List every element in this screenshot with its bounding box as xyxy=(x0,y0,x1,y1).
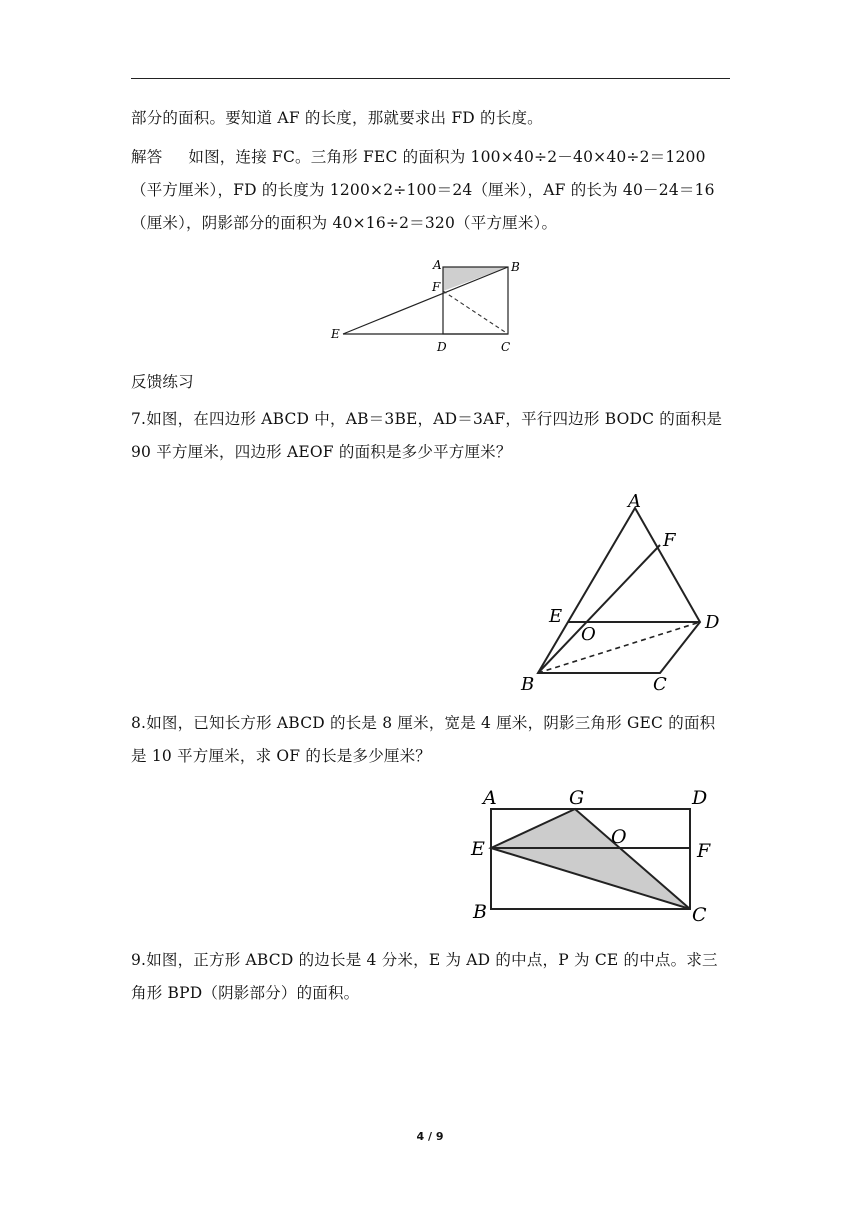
label-b: B xyxy=(473,901,487,923)
dashed-line-fc xyxy=(443,291,508,334)
answer-paragraph xyxy=(131,141,731,240)
label-o: O xyxy=(611,826,627,848)
figure-rectangle xyxy=(465,780,735,930)
label-d: D xyxy=(437,340,447,354)
figure-rect-triangle xyxy=(325,255,535,360)
header-rule xyxy=(131,78,730,79)
label-b: B xyxy=(521,674,535,695)
figure-quadrilateral xyxy=(505,488,735,698)
label-f: F xyxy=(432,280,441,294)
question-9-text: 9.如图，正方形 ABCD 的边长是 4 分米，E 为 AD 的中点，P 为 CE 的中点。求三角形 BPD（阴影部分）的面积。 xyxy=(131,951,718,1002)
section-title xyxy=(131,366,731,399)
line-eb xyxy=(343,267,508,334)
label-b: B xyxy=(511,260,520,274)
label-c: C xyxy=(653,674,667,695)
question-8 xyxy=(131,707,731,773)
answer-text: 如图，连接 FC。三角形 FEC 的面积为 100×40÷2－40×40÷2＝1200（平方厘米），FD 的长度为 1200×2÷100＝24（厘米），AF 的长为 40－24＝16（厘米），阴影部分的面积为 40×16÷2＝320（平方厘米）。 xyxy=(131,148,715,232)
question-8-text: 8.如图，已知长方形 ABCD 的长是 8 厘米，宽是 4 厘米，阴影三角形 GEC 的面积是 10 平方厘米，求 OF 的长是多少厘米？ xyxy=(131,714,716,765)
label-o: O xyxy=(581,624,596,645)
label-c: C xyxy=(692,904,707,926)
label-e: E xyxy=(471,838,485,860)
label-e: E xyxy=(549,606,563,627)
section-title-text: 反馈练习 xyxy=(131,373,194,391)
label-a: A xyxy=(433,258,442,272)
question-7-text: 7.如图，在四边形 ABCD 中，AB＝3BE，AD＝3AF，平行四边形 BODC 的面积是 90 平方厘米，四边形 AEOF 的面积是多少平方厘米？ xyxy=(131,410,723,461)
label-g: G xyxy=(569,787,585,809)
label-c: C xyxy=(501,340,511,354)
question-7 xyxy=(131,403,731,469)
label-f: F xyxy=(697,840,711,862)
label-d: D xyxy=(692,787,708,809)
label-a: A xyxy=(483,787,497,809)
intro-line xyxy=(131,102,731,135)
answer-label: 解答 xyxy=(131,148,163,166)
label-a: A xyxy=(628,491,641,512)
label-d: D xyxy=(705,612,720,633)
page-number: 4 / 9 xyxy=(416,1130,444,1143)
question-9 xyxy=(131,944,731,1010)
label-f: F xyxy=(663,530,676,551)
label-e: E xyxy=(331,327,340,341)
intro-text: 部分的面积。要知道 AF 的长度，那就要求出 FD 的长度。 xyxy=(131,109,543,127)
shaded-triangle-gec xyxy=(491,809,690,909)
